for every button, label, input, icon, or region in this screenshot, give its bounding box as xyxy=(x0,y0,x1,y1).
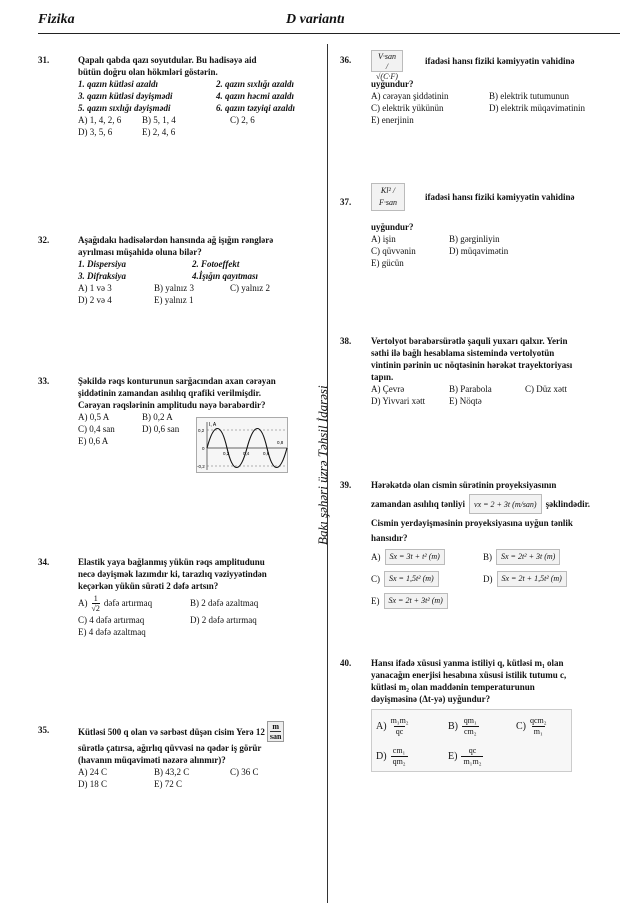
q39-option-e[interactable] xyxy=(371,593,448,609)
q36-stem-2: uyğundur? xyxy=(371,79,414,89)
graph-xtick-1: 0,2 xyxy=(223,451,230,456)
q36-option-a[interactable]: A) cərəyan şiddətinin xyxy=(371,91,449,101)
q40 xyxy=(371,657,623,705)
q37-option-a[interactable]: A) işin xyxy=(371,234,396,244)
variant-title: D variantı xyxy=(286,12,345,27)
graph-xtick-4: 0,8 xyxy=(277,440,284,445)
q39 xyxy=(371,479,623,610)
q39-stem-1: Hərəkətdə olan cismin sürətinin proyeksiyasının xyxy=(371,480,557,490)
q33-number: 33. xyxy=(38,376,50,386)
q40-stem-4: dəyişməsinə (Δt-yə) uyğundur? xyxy=(371,694,491,704)
q34-option-d[interactable]: D) 2 dəfə artırmaq xyxy=(190,615,257,625)
q35-stem-1: Kütləsi 500 q olan və sərbəst düşən cisim Yerə 12 xyxy=(78,726,265,737)
q38-stem-3: vintinin pərinin uc nöqtəsinin hərəkət trayektoriyası xyxy=(371,360,573,370)
q38 xyxy=(371,335,623,407)
q32-s1: 1. Dispersiya xyxy=(78,259,126,269)
q31-option-b[interactable]: B) 5, 1, 4 xyxy=(142,115,176,125)
q39-option-d-formula: Sx = 2t + 1,5t² (m) xyxy=(497,571,567,587)
q34-stem-1: Elastik yaya bağlanmış yükün rəqs amplitudunu xyxy=(78,557,265,567)
fraction-num: qc xyxy=(468,746,477,755)
q36-option-b[interactable]: B) elektrik tutumunun xyxy=(489,91,569,101)
q35-option-d[interactable]: D) 18 C xyxy=(78,779,107,789)
q32 xyxy=(78,234,318,306)
q40-option-b-fraction xyxy=(462,716,479,737)
q32-option-c[interactable]: C) yalnız 2 xyxy=(230,283,270,293)
q39-velocity-formula: vx = 2 + 3t (m/san) xyxy=(469,494,542,514)
q38-option-d[interactable]: D) Yivvari xətt xyxy=(371,396,426,406)
q31-s2: 2. qazın sıxlığı azaldı xyxy=(216,79,295,89)
q39-option-a-formula: Sx = 3t + t² (m) xyxy=(385,549,445,565)
q36-option-e[interactable]: E) enerjinin xyxy=(371,115,414,125)
q40-answer-options xyxy=(371,709,572,772)
q31-s5: 5. qazın sıxlığı dəyişmədi xyxy=(78,103,171,113)
q37 xyxy=(371,183,623,269)
q40-option-d-fraction xyxy=(391,746,408,767)
q35-unit-box xyxy=(267,721,285,742)
q31-option-e[interactable]: E) 2, 4, 6 xyxy=(142,127,176,137)
q40-option-a[interactable] xyxy=(376,716,409,737)
q32-number: 32. xyxy=(38,235,50,245)
q38-option-a[interactable]: A) Çevrə xyxy=(371,384,405,394)
q34-option-e[interactable]: E) 4 dəfə azaltmaq xyxy=(78,627,146,637)
q40-option-c[interactable] xyxy=(516,716,547,737)
q39-option-d-label: D) xyxy=(483,574,493,584)
fraction-num: m₁m₂ xyxy=(390,716,409,725)
q34 xyxy=(78,556,318,638)
q33-stem-2: şiddətinin zamandan asılılıq qrafiki verilmişdir. xyxy=(78,388,261,398)
q32-s4: 4.İşığın qayıtması xyxy=(192,271,259,281)
q31-option-d[interactable]: D) 3, 5, 6 xyxy=(78,127,113,137)
q40-stem-1: Hansı ifadə xüsusi yanma istiliyi q, kütləsi m₁ olan xyxy=(371,658,564,668)
fraction-num: 1 xyxy=(93,593,98,603)
q38-option-c[interactable]: C) Düz xətt xyxy=(525,384,567,394)
q31-stem-1: Qapalı qabda qazı soyutdular. Bu hadisəyə aid xyxy=(78,55,257,65)
q39-stem-2b: şəklindədir. xyxy=(545,499,591,509)
q31-s4: 4. qazın həcmi azaldı xyxy=(216,91,295,101)
q32-stem-2: ayrılması müşahidə oluna bilər? xyxy=(78,247,202,257)
subject-title: Fizika xyxy=(38,12,75,27)
fraction-num: qm₁ xyxy=(463,716,477,725)
q31 xyxy=(78,54,318,138)
q40-option-b[interactable] xyxy=(448,716,479,737)
q38-option-e[interactable]: E) Nöqtə xyxy=(449,396,482,406)
q34-option-c[interactable]: C) 4 dəfə artırmaq xyxy=(78,615,145,625)
q32-option-a[interactable]: A) 1 və 3 xyxy=(78,283,112,293)
q34-option-a[interactable] xyxy=(78,594,190,613)
q34-option-b[interactable]: B) 2 dəfə azaltmaq xyxy=(190,598,259,608)
q40-option-d[interactable] xyxy=(376,746,408,767)
q39-option-c-label: C) xyxy=(371,574,380,584)
q40-option-c-label: C) xyxy=(516,720,526,732)
graph-ytick-zero: 0 xyxy=(202,446,205,451)
q39-option-a[interactable] xyxy=(371,549,483,565)
q39-number: 39. xyxy=(340,480,352,490)
q39-option-b-formula: Sx = 2t² + 3t (m) xyxy=(496,549,560,565)
q38-stem-2: səthi ilə bağlı hesablama sistemində vertolyotün xyxy=(371,348,555,358)
q40-option-a-fraction xyxy=(391,716,409,737)
q39-stem-3: Cismin yerdəyişməsinin proyeksiyasına uyğun tənlik xyxy=(371,518,573,528)
q40-stem-3: kütləsi m₂ olan maddənin temperaturunun xyxy=(371,682,535,692)
q37-number: 37. xyxy=(340,197,352,207)
q39-option-e-label: E) xyxy=(371,596,380,606)
fraction-den: m₁m₂ xyxy=(463,757,482,766)
q31-s1: 1. qazın kütləsi azaldı xyxy=(78,79,159,89)
q33-graph-svg xyxy=(197,418,289,474)
q40-option-e[interactable] xyxy=(448,746,483,767)
q34-option-a-text: dəfə artırmaq xyxy=(103,598,153,608)
q40-option-d-label: D) xyxy=(376,750,387,762)
q33-option-e[interactable]: E) 0,6 A xyxy=(78,436,109,446)
graph-ylabel: I, A xyxy=(209,422,217,428)
q33-option-a[interactable]: A) 0,5 A xyxy=(78,412,110,422)
q40-option-a-label: A) xyxy=(376,720,387,732)
fraction-den: √2 xyxy=(91,603,100,613)
q39-option-d[interactable] xyxy=(483,571,567,587)
q39-option-b-label: B) xyxy=(483,552,492,562)
q37-stem-2: uyğundur? xyxy=(371,222,414,232)
q34-option-a-label: A) xyxy=(78,598,88,608)
side-watermark: Bakı şəhəri üzrə Təhsil İdarəsi xyxy=(315,385,330,545)
fraction-den: qc xyxy=(395,727,404,736)
q35-option-e[interactable]: E) 72 C xyxy=(154,779,182,789)
q38-stem-4: tapın. xyxy=(371,372,394,382)
graph-ytick-bottom: -0,2 xyxy=(197,464,205,469)
q33-option-b[interactable]: B) 0,2 A xyxy=(142,412,173,422)
q37-option-e[interactable]: E) gücün xyxy=(371,258,404,268)
header-rule xyxy=(38,33,620,34)
q34-option-a-fraction xyxy=(92,594,100,613)
q34-stem-3: keçərkən yükün sürəti 2 dəfə artsın? xyxy=(78,581,219,591)
q40-stem-2: yanacağın enerjisi hesabına xüsusi istilik tutumu c, xyxy=(371,670,567,680)
q36-stem-1: ifadəsi hansı fiziki kəmiyyətin vahidinə xyxy=(425,56,575,66)
q32-option-e[interactable]: E) yalnız 1 xyxy=(154,295,194,305)
q37-formula-image: Kl² / F·san xyxy=(371,183,405,211)
q31-stem-2: bütün doğru olan hökmləri göstərin. xyxy=(78,67,218,77)
q39-option-a-label: A) xyxy=(371,552,381,562)
q35 xyxy=(78,721,324,790)
q36-option-d[interactable]: D) elektrik müqavimətinin xyxy=(489,103,585,113)
q38-stem-1: Vertolyot bərabərsürətlə şaquli yuxarı qalxır. Yerin xyxy=(371,336,568,346)
q33-stem-1: Şəkildə rəqs konturunun sarğacından axan cərəyan xyxy=(78,376,276,386)
q39-stem-4: hansıdır? xyxy=(371,533,408,543)
q32-option-d[interactable]: D) 2 və 4 xyxy=(78,295,112,305)
q35-option-c[interactable]: C) 36 C xyxy=(230,767,259,777)
q37-option-d[interactable]: D) müqavimətin xyxy=(449,246,509,256)
q40-option-b-label: B) xyxy=(448,720,458,732)
fraction-num: cm₁ xyxy=(392,746,406,755)
q36-formula-image: V·san / √(C·F) xyxy=(371,50,403,72)
q31-option-c[interactable]: C) 2, 6 xyxy=(230,115,255,125)
q33-option-d[interactable]: D) 0,6 san xyxy=(142,424,180,434)
q36-number: 36. xyxy=(340,55,352,65)
q33-stem-3: Cərəyan rəqslərinin amplitudu nəyə bərabərdir? xyxy=(78,400,266,410)
q31-s6: 6. qazın təzyiqi azaldı xyxy=(216,103,296,113)
q32-stem-1: Aşağıdakı hadisələrdən hansında ağ işığın rənglərə xyxy=(78,235,274,245)
q34-stem-2: necə dəyişmək lazımdır ki, tarazlıq vəziyyətindən xyxy=(78,569,267,579)
fraction-den: cm₂ xyxy=(464,727,477,736)
unit-bottom: san xyxy=(269,732,282,741)
q31-number: 31. xyxy=(38,55,50,65)
graph-xtick-3: 0,6 xyxy=(263,451,270,456)
q31-option-a[interactable]: A) 1, 4, 2, 6 xyxy=(78,115,122,125)
q40-option-c-fraction xyxy=(530,716,547,737)
q39-option-c[interactable] xyxy=(371,571,483,587)
q37-option-c[interactable]: C) qüvvənin xyxy=(371,246,416,256)
q36-option-c[interactable]: C) elektrik yükünün xyxy=(371,103,444,113)
fraction-den: m₁ xyxy=(533,727,543,736)
q35-number: 35. xyxy=(38,725,50,735)
q39-stem-2a: zamandan asılılıq tənliyi xyxy=(371,499,466,509)
unit-top: m xyxy=(272,722,280,731)
q32-s2: 2. Fotoeffekt xyxy=(192,259,240,269)
q32-option-b[interactable]: B) yalnız 3 xyxy=(154,283,194,293)
q40-option-e-label: E) xyxy=(448,750,458,762)
q36 xyxy=(371,50,623,126)
q39-option-b[interactable] xyxy=(483,549,560,565)
graph-xtick-2: 0,4 xyxy=(243,451,250,456)
q35-option-b[interactable]: B) 43,2 C xyxy=(154,767,190,777)
q32-s3: 3. Difraksiya xyxy=(78,271,126,281)
q37-option-b[interactable]: B) gərginliyin xyxy=(449,234,500,244)
q37-stem-1: ifadəsi hansı fiziki kəmiyyətin vahidinə xyxy=(425,192,575,202)
q33-option-c[interactable]: C) 0,4 san xyxy=(78,424,115,434)
fraction-den: qm₂ xyxy=(392,757,406,766)
q39-option-c-formula: Sx = 1,5t² (m) xyxy=(384,571,439,587)
q31-s3: 3. qazın kütləsi dəyişmədi xyxy=(78,91,173,101)
q34-number: 34. xyxy=(38,557,50,567)
q35-option-a[interactable]: A) 24 C xyxy=(78,767,107,777)
q38-option-b[interactable]: B) Parabola xyxy=(449,384,492,394)
q40-number: 40. xyxy=(340,658,352,668)
q35-stem-2: sürətlə çatırsa, ağırlıq qüvvəsi nə qədər iş görür xyxy=(78,743,262,753)
q33-current-graph xyxy=(196,417,288,473)
q39-option-e-formula: Sx = 2t + 3t² (m) xyxy=(384,593,448,609)
q38-number: 38. xyxy=(340,336,352,346)
fraction-num: qcm₂ xyxy=(530,716,547,725)
q35-stem-3: (havanın müqaviməti nəzərə alınmır)? xyxy=(78,755,226,765)
graph-ytick-top: 0,2 xyxy=(198,428,205,433)
q40-option-e-fraction xyxy=(461,746,483,767)
